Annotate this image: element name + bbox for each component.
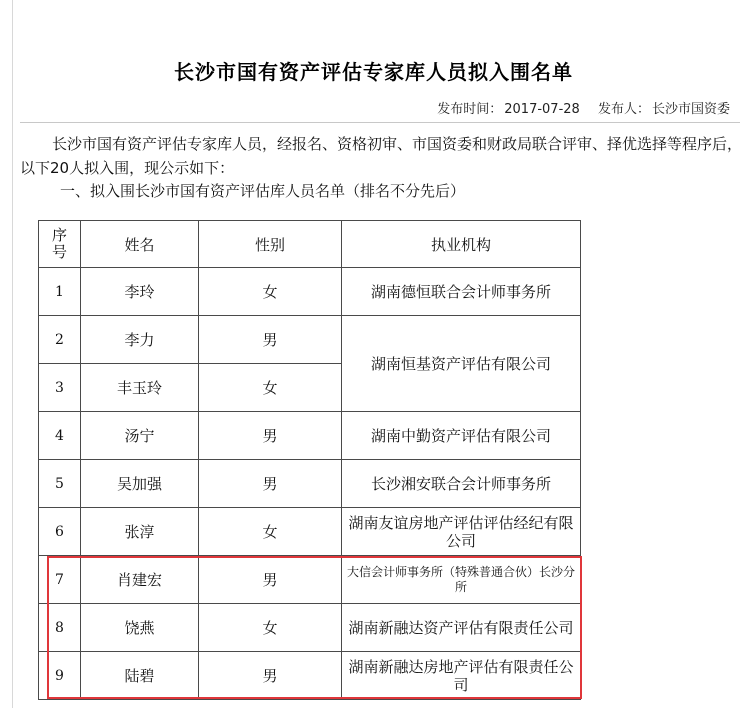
row-name: 汤宁: [81, 412, 199, 460]
row-gender: 男: [199, 556, 342, 604]
header-name: 姓名: [81, 221, 199, 268]
row-no: 9: [39, 652, 81, 700]
row-gender: 女: [199, 508, 342, 556]
row-gender: 男: [199, 316, 342, 364]
table-row: [39, 412, 581, 460]
row-no: 6: [39, 508, 81, 556]
publisher-label: 发布人：: [597, 102, 650, 117]
header-org: 执业机构: [342, 221, 581, 268]
row-gender: 男: [199, 412, 342, 460]
row-org: 长沙湘安联合会计师事务所: [342, 460, 581, 508]
divider: [20, 122, 740, 123]
row-org: 大信会计师事务所（特殊普通合伙）长沙分所: [342, 556, 581, 604]
table-row: [39, 316, 581, 364]
row-org: 湖南中勤资产评估有限公司: [342, 412, 581, 460]
left-border: [12, 0, 13, 708]
table-row: [39, 556, 581, 604]
row-gender: 男: [199, 460, 342, 508]
row-org: 湖南友谊房地产评估评估经纪有限公司: [342, 508, 581, 556]
row-gender: 女: [199, 364, 342, 412]
row-gender: 女: [199, 268, 342, 316]
row-name: 李玲: [81, 268, 199, 316]
publish-meta: [435, 98, 730, 117]
table-row: [39, 652, 581, 700]
row-name: 李力: [81, 316, 199, 364]
table-row: [39, 460, 581, 508]
row-name: 肖建宏: [81, 556, 199, 604]
publish-time-label: 发布时间：: [437, 102, 503, 117]
header-gender: 性别: [199, 221, 342, 268]
page-title: 长沙市国有资产评估专家库人员拟入围名单: [174, 60, 573, 84]
row-no: 5: [39, 460, 81, 508]
table-row: [39, 508, 581, 556]
row-name: 饶燕: [81, 604, 199, 652]
table-header-row: [39, 221, 581, 268]
header-no: 序号: [39, 221, 81, 268]
row-no: 7: [39, 556, 81, 604]
row-no: 1: [39, 268, 81, 316]
row-no: 4: [39, 412, 81, 460]
row-org-merged: 湖南恒基资产评估有限公司: [342, 316, 581, 412]
section-title: 一、拟入围长沙市国有资产评估库人员名单（排名不分先后）: [60, 182, 466, 200]
row-no: 8: [39, 604, 81, 652]
row-no: 3: [39, 364, 81, 412]
publish-time: 2017-07-28: [504, 102, 580, 117]
row-gender: 男: [199, 652, 342, 700]
row-org: 湖南新融达资产评估有限责任公司: [342, 604, 581, 652]
row-org: 湖南新融达房地产评估有限责任公司: [342, 652, 581, 700]
row-org: 湖南德恒联合会计师事务所: [342, 268, 581, 316]
publisher: 长沙市国资委: [651, 102, 730, 117]
row-gender: 女: [199, 604, 342, 652]
intro-paragraph: 长沙市国有资产评估专家库人员，经报名、资格初审、市国资委和财政局联合评审、择优选择等程序后，以下20人拟入围，现公示如下：: [20, 135, 743, 177]
row-no: 2: [39, 316, 81, 364]
row-name: 张淳: [81, 508, 199, 556]
row-name: 吴加强: [81, 460, 199, 508]
table-row: [39, 268, 581, 316]
row-name: 丰玉玲: [81, 364, 199, 412]
table-row: [39, 604, 581, 652]
row-name: 陆碧: [81, 652, 199, 700]
roster-table: [38, 220, 581, 700]
